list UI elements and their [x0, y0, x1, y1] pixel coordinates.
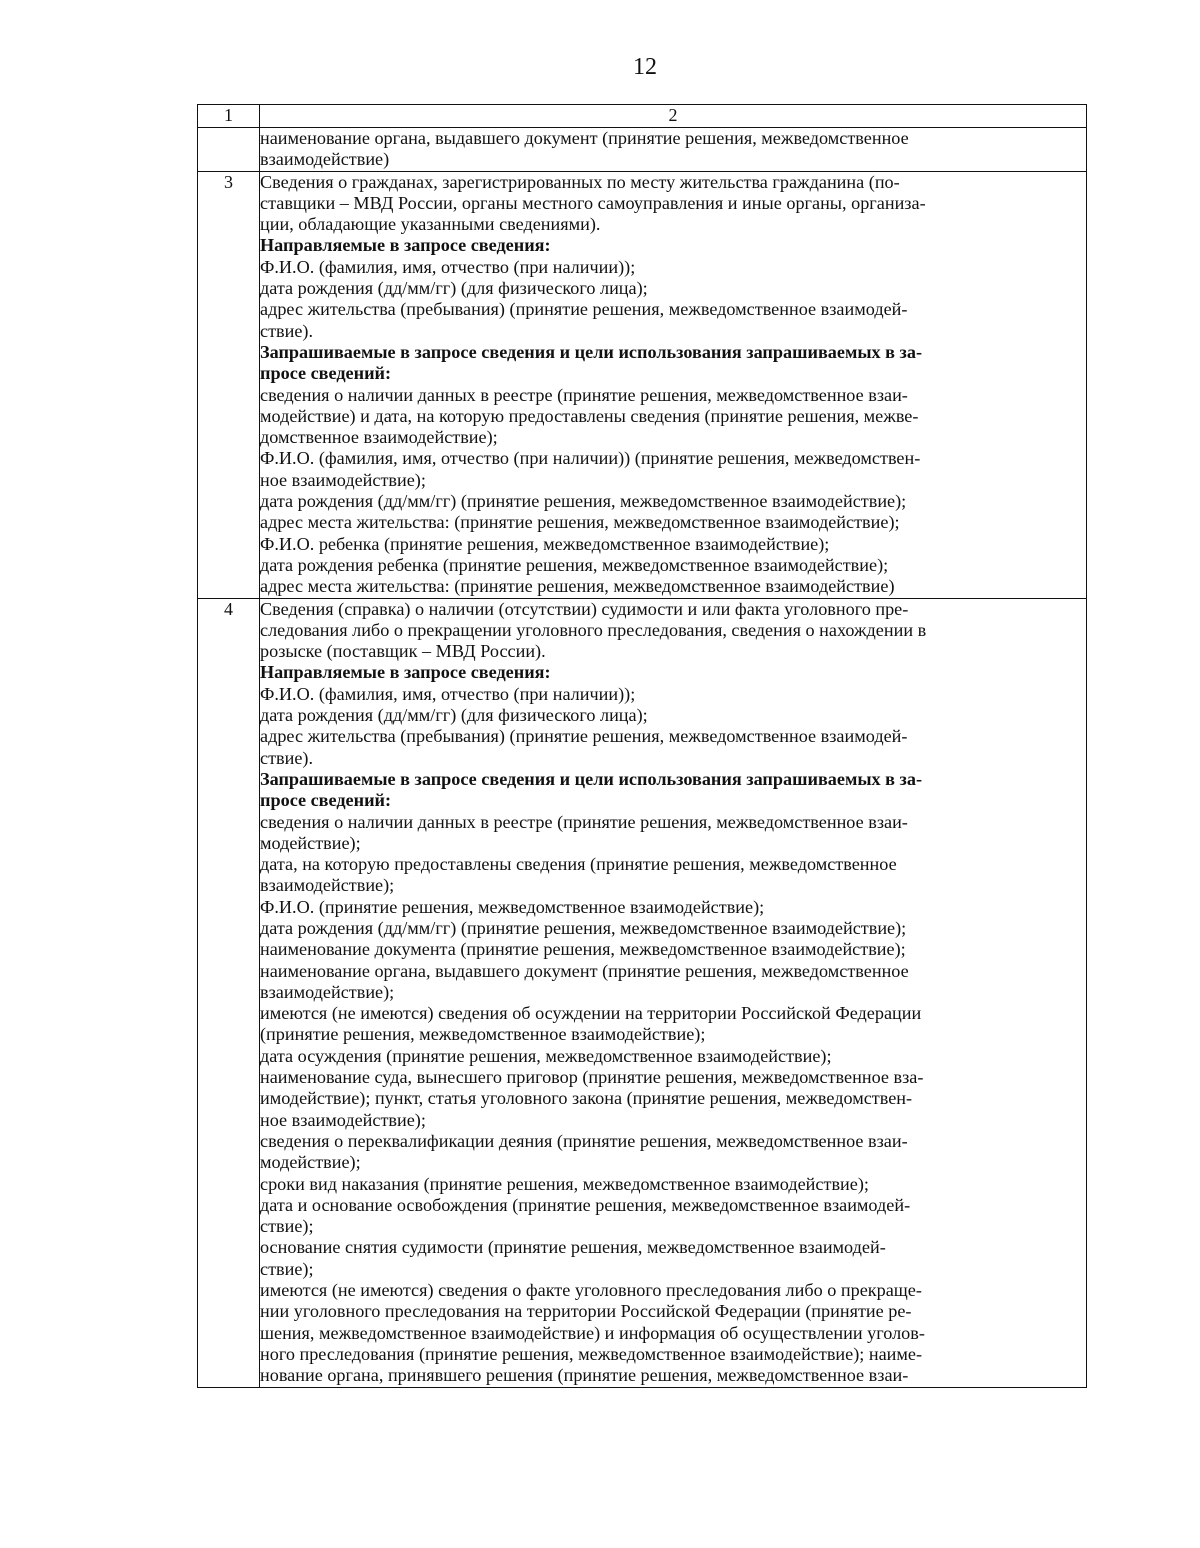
- text-line: Сведения (справка) о наличии (отсутствии) судимости и или факта уголовного пре-: [260, 598, 909, 619]
- text-line: наименование органа, выдавшего документ (принятие решения, межведомственное: [260, 128, 909, 148]
- text-line: ствие);: [260, 1258, 314, 1279]
- table-header-row: [198, 105, 1087, 128]
- text-line: домственное взаимодействие);: [260, 427, 498, 448]
- text-line: наименование органа, выдавшего документ (принятие решения, межведомственное: [260, 960, 909, 981]
- text-line: взаимодействие): [260, 149, 390, 170]
- text-line: дата рождения (дд/мм/гг) (для физического лица);: [260, 705, 648, 726]
- text-line: сведения о переквалификации деяния (принятие решения, межведомственное взаи-: [260, 1130, 908, 1151]
- header-cell-col2: 2: [260, 105, 1087, 128]
- section-heading-line: просе сведений:: [260, 363, 392, 384]
- text-line: имодействие); пункт, статья уголовного закона (принятие решения, межведомствен-: [260, 1088, 913, 1109]
- text-line: Ф.И.О. ребенка (принятие решения, межведомственное взаимодействие);: [260, 533, 830, 554]
- text-line: имеются (не имеются) сведения о факте уголовного преследования либо о прекраще-: [260, 1280, 922, 1301]
- text-line: дата рождения ребенка (принятие решения, межведомственное взаимодействие);: [260, 554, 889, 575]
- table-row: [198, 598, 1087, 1387]
- section-heading-line: просе сведений:: [260, 790, 392, 811]
- text-line: модействие) и дата, на которую предоставлены сведения (принятие решения, межве-: [260, 405, 919, 426]
- text-line: дата и основание освобождения (принятие решения, межведомственное взаимодей-: [260, 1194, 911, 1215]
- text-line: адрес места жительства: (принятие решения, межведомственное взаимодействие);: [260, 512, 900, 533]
- text-line: адрес места жительства: (принятие решения, межведомственное взаимодействие): [260, 576, 895, 597]
- text-line: Ф.И.О. (фамилия, имя, отчество (при наличии));: [260, 683, 636, 704]
- text-line: следования либо о прекращении уголовного преследования, сведения о нахождении в: [260, 619, 927, 640]
- text-line: ствие).: [260, 747, 314, 768]
- text-line: сроки вид наказания (принятие решения, межведомственное взаимодействие);: [260, 1173, 869, 1194]
- text-line: нии уголовного преследования на территории Российской Федерации (принятие ре-: [260, 1301, 912, 1322]
- row-text-cell: [260, 598, 1087, 1387]
- text-line: Ф.И.О. (принятие решения, межведомственное взаимодействие);: [260, 896, 765, 917]
- row-number-cell: 3: [198, 171, 260, 598]
- section-heading-line: Запрашиваемые в запросе сведения и цели использования запрашиваемых в за-: [260, 768, 922, 789]
- text-line: ции, обладающие указанными сведениями).: [260, 214, 601, 235]
- text-line: дата рождения (дд/мм/гг) (принятие решения, межведомственное взаимодействие);: [260, 917, 907, 938]
- text-line: дата осуждения (принятие решения, межведомственное взаимодействие);: [260, 1045, 832, 1066]
- text-line: дата рождения (дд/мм/гг) (принятие решения, межведомственное взаимодействие);: [260, 491, 907, 512]
- text-line: взаимодействие);: [260, 875, 395, 896]
- text-line: модействие);: [260, 1152, 361, 1173]
- text-line: ного преследования (принятие решения, межведомственное взаимодействие); наиме-: [260, 1343, 923, 1364]
- text-line: ствие);: [260, 1216, 314, 1237]
- section-heading-line: Запрашиваемые в запросе сведения и цели использования запрашиваемых в за-: [260, 341, 922, 362]
- text-line: Сведения о гражданах, зарегистрированных по месту жительства гражданина (по-: [260, 171, 900, 192]
- section-heading-line: Направляемые в запросе сведения:: [260, 662, 551, 683]
- table-row: [198, 128, 1087, 172]
- text-line: адрес жительства (пребывания) (принятие решения, межведомственное взаимодей-: [260, 726, 908, 747]
- text-line: нование органа, принявшего решения (принятие решения, межведомственное взаи-: [260, 1365, 909, 1386]
- row-number-cell: [198, 128, 260, 172]
- text-line: (принятие решения, межведомственное взаимодействие);: [260, 1024, 706, 1045]
- text-line: сведения о наличии данных в реестре (принятие решения, межведомственное взаи-: [260, 811, 908, 832]
- text-line: Ф.И.О. (фамилия, имя, отчество (при наличии)) (принятие решения, межведомствен-: [260, 448, 921, 469]
- row-lines: [260, 128, 1086, 171]
- section-heading-line: Направляемые в запросе сведения:: [260, 235, 551, 256]
- page-number: 12: [633, 54, 657, 80]
- row-text-cell: [260, 128, 1087, 172]
- text-line: адрес жительства (пребывания) (принятие решения, межведомственное взаимодей-: [260, 299, 908, 320]
- row-number-cell: 4: [198, 598, 260, 1387]
- text-line: модействие);: [260, 832, 361, 853]
- text-line: шения, межведомственное взаимодействие) и информация об осуществлении уголов-: [260, 1322, 925, 1343]
- text-line: наименование документа (принятие решения, межведомственное взаимодействие);: [260, 939, 906, 960]
- row-lines: [260, 172, 1086, 598]
- table-row: [198, 171, 1087, 598]
- text-line: основание снятия судимости (принятие решения, межведомственное взаимодей-: [260, 1237, 886, 1258]
- text-line: дата, на которую предоставлены сведения (принятие решения, межведомственное: [260, 854, 897, 875]
- text-line: розыске (поставщик – МВД России).: [260, 641, 546, 662]
- text-line: ставщики – МВД России, органы местного самоуправления и иные органы, организа-: [260, 192, 926, 213]
- text-line: ное взаимодействие);: [260, 469, 426, 490]
- text-line: сведения о наличии данных в реестре (принятие решения, межведомственное взаи-: [260, 384, 908, 405]
- text-line: ное взаимодействие);: [260, 1109, 426, 1130]
- header-cell-col1: 1: [198, 105, 260, 128]
- text-line: взаимодействие);: [260, 981, 395, 1002]
- row-text-cell: [260, 171, 1087, 598]
- text-line: имеются (не имеются) сведения об осуждении на территории Российской Федерации: [260, 1003, 922, 1024]
- text-line: наименование суда, вынесшего приговор (принятие решения, межведомственное вза-: [260, 1067, 924, 1088]
- text-line: ствие).: [260, 320, 314, 341]
- data-table: [197, 104, 1087, 1388]
- text-line: дата рождения (дд/мм/гг) (для физического лица);: [260, 278, 648, 299]
- row-lines: [260, 599, 1086, 1387]
- text-line: Ф.И.О. (фамилия, имя, отчество (при наличии));: [260, 256, 636, 277]
